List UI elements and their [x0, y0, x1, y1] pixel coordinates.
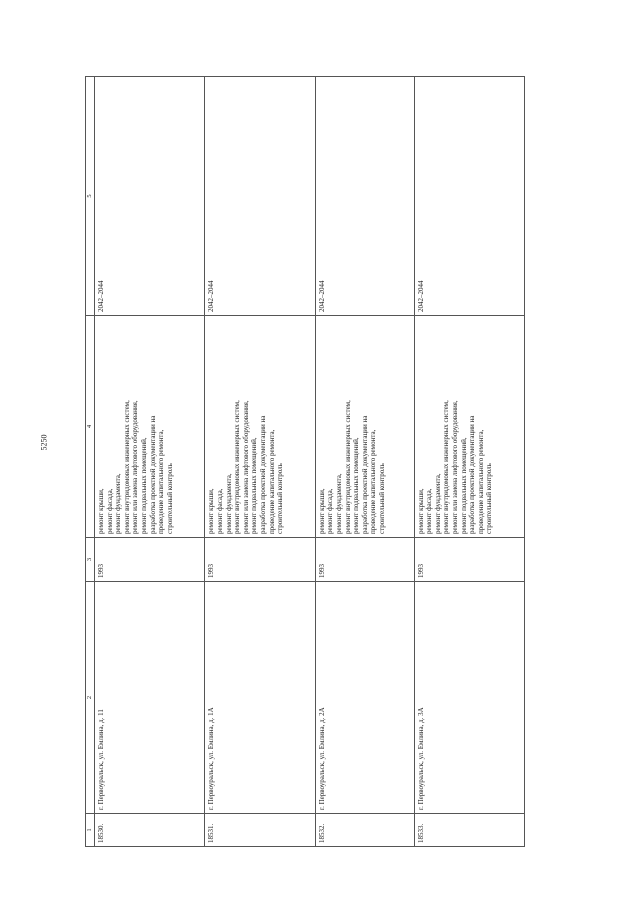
- work-item: ремонт фундамента,: [114, 473, 123, 534]
- planned-period: 2042–2044: [205, 77, 315, 316]
- work-item: ремонт крыши,: [416, 488, 425, 534]
- work-item: разработка проектной документации на: [468, 415, 477, 534]
- column-number: 3: [86, 538, 95, 582]
- commission-year: 1993: [205, 538, 315, 582]
- work-item: ремонт фундамента,: [224, 473, 233, 534]
- work-item: проведение капитального ремонта,: [476, 429, 485, 534]
- work-item: ремонт или замена лифтового оборудования,: [450, 400, 459, 534]
- work-item: ремонт подвальных помещений,: [459, 437, 468, 534]
- building-address: г. Первоуральск, ул. Емлина, д. 11: [95, 582, 205, 814]
- work-item: ремонт подвальных помещений,: [250, 437, 259, 534]
- building-address: г. Первоуральск, ул. Емлина, д. 3А: [414, 582, 524, 814]
- work-item: ремонт фасада,: [215, 488, 224, 534]
- work-item: строительный контроль: [485, 463, 494, 534]
- repair-schedule-table: [85, 76, 525, 847]
- work-item: строительный контроль: [165, 463, 174, 534]
- building-address: г. Первоуральск, ул. Емлина, д. 2А: [315, 582, 414, 814]
- work-item: разработка проектной документации на: [258, 415, 267, 534]
- planned-period: 2042–2044: [315, 77, 414, 316]
- work-types: [315, 316, 414, 538]
- table-row: [205, 77, 315, 847]
- planned-period: 2042–2044: [95, 77, 205, 316]
- work-item: проведение капитального ремонта,: [369, 429, 378, 534]
- work-item: ремонт фасада,: [425, 488, 434, 534]
- column-number-row: [86, 77, 95, 847]
- work-item: ремонт или замена лифтового оборудования,: [241, 400, 250, 534]
- building-address: г. Первоуральск, ул. Емлина, д. 1А: [205, 582, 315, 814]
- work-item: ремонт внутридомовых инженерных систем,: [442, 400, 451, 534]
- work-item: ремонт подвальных помещений,: [352, 437, 361, 534]
- column-number: 4: [86, 316, 95, 538]
- work-types: [95, 316, 205, 538]
- work-item: ремонт фасада,: [326, 488, 335, 534]
- work-types: [205, 316, 315, 538]
- work-item: ремонт внутридомовых инженерных систем,: [343, 400, 352, 534]
- work-item: ремонт фасада,: [105, 488, 114, 534]
- table-row: [315, 77, 414, 847]
- work-item: проведение капитального ремонта,: [267, 429, 276, 534]
- work-item: ремонт крыши,: [317, 488, 326, 534]
- work-list: [318, 319, 387, 534]
- work-item: ремонт крыши,: [97, 488, 105, 534]
- work-list: [97, 319, 174, 534]
- work-item: проведение капитального ремонта,: [157, 429, 166, 534]
- work-item: ремонт внутридомовых инженерных систем,: [122, 400, 131, 534]
- work-list: [207, 319, 284, 534]
- column-number: 5: [86, 77, 95, 316]
- work-item: ремонт внутридомовых инженерных систем,: [233, 400, 242, 534]
- work-item: ремонт подвальных помещений,: [139, 437, 148, 534]
- commission-year: 1993: [414, 538, 524, 582]
- row-number: 18530.: [95, 814, 205, 847]
- work-item: ремонт крыши,: [207, 488, 216, 534]
- work-item: разработка проектной документации на: [360, 415, 369, 534]
- work-item: ремонт фундамента,: [433, 473, 442, 534]
- repair-schedule-table-wrapper: [85, 77, 525, 847]
- row-number: 18533.: [414, 814, 524, 847]
- table-row: [95, 77, 205, 847]
- row-number: 18532.: [315, 814, 414, 847]
- work-item: строительный контроль: [377, 463, 386, 534]
- table-row: [414, 77, 524, 847]
- work-types: [414, 316, 524, 538]
- work-list: [417, 319, 494, 534]
- column-number: 2: [86, 582, 95, 814]
- work-item: ремонт или замена лифтового оборудования,: [131, 400, 140, 534]
- row-number: 18531.: [205, 814, 315, 847]
- work-item: ремонт фундамента,: [334, 473, 343, 534]
- planned-period: 2042–2044: [414, 77, 524, 316]
- work-item: разработка проектной документации на: [148, 415, 157, 534]
- commission-year: 1993: [315, 538, 414, 582]
- page-number: 5250: [39, 434, 49, 451]
- column-number: 1: [86, 814, 95, 847]
- commission-year: 1993: [95, 538, 205, 582]
- work-item: строительный контроль: [276, 463, 285, 534]
